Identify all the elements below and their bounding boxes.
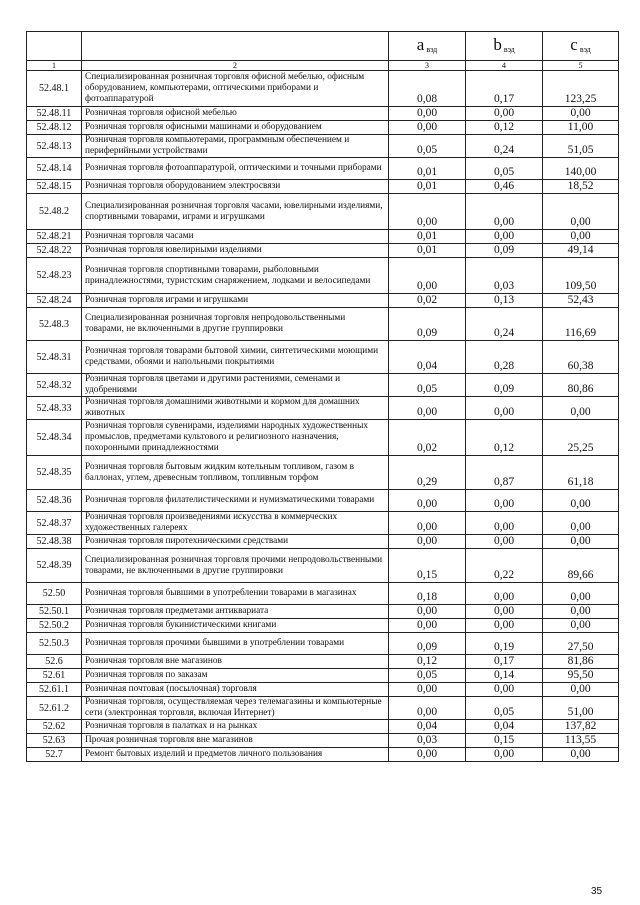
c-value-cell: 89,66 [543, 549, 619, 583]
a-value-cell: 0,00 [389, 397, 466, 420]
b-value-cell: 0,04 [466, 720, 543, 734]
c-value-cell: 51,00 [543, 697, 619, 720]
okved-code-cell: 52.48.11 [27, 107, 82, 121]
b-value-cell: 0,46 [466, 180, 543, 194]
header-row [27, 32, 619, 61]
a-value-cell: 0,18 [389, 583, 466, 605]
b-value-cell: 0,00 [466, 748, 543, 762]
c-value-cell: 52,43 [543, 294, 619, 308]
table-row [27, 420, 619, 456]
coefficients-table-sheet [26, 31, 618, 762]
b-value-cell: 0,12 [466, 420, 543, 456]
b-value-cell: 0,00 [466, 397, 543, 420]
table-row [27, 374, 619, 397]
table-row [27, 121, 619, 135]
okved-code-cell: 52.48.12 [27, 121, 82, 135]
activity-name-cell: Розничная торговля ювелирными изделиями [82, 244, 389, 258]
okved-code-cell: 52.48.14 [27, 158, 82, 180]
header-c-subscript: вэд [579, 45, 591, 54]
activity-name-cell: Розничная торговля играми и игрушками [82, 294, 389, 308]
a-value-cell: 0,05 [389, 135, 466, 158]
a-value-cell: 0,05 [389, 374, 466, 397]
column-number: 3 [389, 61, 466, 71]
a-value-cell: 0,05 [389, 669, 466, 683]
okved-code-cell: 52.48.24 [27, 294, 82, 308]
c-value-cell: 0,00 [543, 605, 619, 619]
okved-code-cell: 52.48.35 [27, 456, 82, 490]
c-value-cell: 18,52 [543, 180, 619, 194]
b-value-cell: 0,00 [466, 107, 543, 121]
table-row [27, 535, 619, 549]
okved-code-cell: 52.48.37 [27, 512, 82, 535]
c-value-cell: 81,86 [543, 655, 619, 669]
okved-code-cell: 52.48.31 [27, 341, 82, 374]
okved-code-cell: 52.61.2 [27, 697, 82, 720]
activity-name-cell: Розничная торговля, осуществляемая через телемагазины и компьютерные сети (электронная торговля, включая Интернет) [82, 697, 389, 720]
table-row [27, 258, 619, 294]
c-value-cell: 11,00 [543, 121, 619, 135]
b-value-cell: 0,05 [466, 158, 543, 180]
okved-code-cell: 52.48.34 [27, 420, 82, 456]
b-value-cell: 0,28 [466, 341, 543, 374]
a-value-cell: 0,01 [389, 158, 466, 180]
c-value-cell: 109,50 [543, 258, 619, 294]
a-value-cell: 0,00 [389, 490, 466, 512]
a-value-cell: 0,00 [389, 683, 466, 697]
b-value-cell: 0,00 [466, 194, 543, 230]
table-row [27, 655, 619, 669]
activity-name-cell: Розничная торговля по заказам [82, 669, 389, 683]
c-value-cell: 123,25 [543, 71, 619, 107]
b-value-cell: 0,00 [466, 535, 543, 549]
table-row [27, 158, 619, 180]
header-b-cell [466, 32, 543, 61]
a-value-cell: 0,00 [389, 121, 466, 135]
table-row [27, 734, 619, 748]
table-row [27, 135, 619, 158]
okved-code-cell: 52.48.32 [27, 374, 82, 397]
okved-code-cell: 52.50.2 [27, 619, 82, 633]
header-b-label: b [493, 35, 502, 54]
b-value-cell: 0,24 [466, 135, 543, 158]
activity-name-cell: Розничная торговля оборудованием электросвязи [82, 180, 389, 194]
activity-name-cell: Розничная торговля спортивными товарами, рыболовными принадлежностями, туристским снаряжением, лодками и велосипедами [82, 258, 389, 294]
b-value-cell: 0,13 [466, 294, 543, 308]
okved-code-cell: 52.48.39 [27, 549, 82, 583]
activity-name-cell: Розничная торговля часами [82, 230, 389, 244]
okved-code-cell: 52.50.1 [27, 605, 82, 619]
header-a-cell [389, 32, 466, 61]
column-number: 5 [543, 61, 619, 71]
table-row [27, 748, 619, 762]
activity-name-cell: Розничная торговля офисными машинами и оборудованием [82, 121, 389, 135]
activity-name-cell: Розничная торговля бывшими в употреблении товарами в магазинах [82, 583, 389, 605]
table-row [27, 107, 619, 121]
a-value-cell: 0,03 [389, 734, 466, 748]
b-value-cell: 0,12 [466, 121, 543, 135]
header-b-subscript: вэд [503, 45, 515, 54]
a-value-cell: 0,01 [389, 244, 466, 258]
a-value-cell: 0,09 [389, 633, 466, 655]
c-value-cell: 0,00 [543, 583, 619, 605]
b-value-cell: 0,05 [466, 697, 543, 720]
activity-name-cell: Розничная торговля фотоаппаратурой, оптическими и точными приборами [82, 158, 389, 180]
a-value-cell: 0,02 [389, 294, 466, 308]
okved-code-cell: 52.48.38 [27, 535, 82, 549]
c-value-cell: 61,18 [543, 456, 619, 490]
c-value-cell: 0,00 [543, 683, 619, 697]
activity-name-cell: Розничная торговля пиротехническими средствами [82, 535, 389, 549]
c-value-cell: 51,05 [543, 135, 619, 158]
table-row [27, 669, 619, 683]
okved-code-cell: 52.48.22 [27, 244, 82, 258]
table-row [27, 244, 619, 258]
table-row [27, 341, 619, 374]
okved-code-cell: 52.50 [27, 583, 82, 605]
b-value-cell: 0,14 [466, 669, 543, 683]
c-value-cell: 0,00 [543, 490, 619, 512]
a-value-cell: 0,00 [389, 194, 466, 230]
b-value-cell: 0,87 [466, 456, 543, 490]
table-row [27, 512, 619, 535]
c-value-cell: 49,14 [543, 244, 619, 258]
header-name-cell [82, 32, 389, 61]
table-row [27, 71, 619, 107]
a-value-cell: 0,00 [389, 512, 466, 535]
table-row [27, 619, 619, 633]
c-value-cell: 95,50 [543, 669, 619, 683]
activity-name-cell: Розничная торговля филателистическими и нумизматическими товарами [82, 490, 389, 512]
column-number: 1 [27, 61, 82, 71]
okved-code-cell: 52.48.15 [27, 180, 82, 194]
activity-name-cell: Розничная торговля предметами антиквариата [82, 605, 389, 619]
c-value-cell: 25,25 [543, 420, 619, 456]
okved-code-cell: 52.63 [27, 734, 82, 748]
okved-code-cell: 52.48.33 [27, 397, 82, 420]
okved-code-cell: 52.48.23 [27, 258, 82, 294]
b-value-cell: 0,17 [466, 71, 543, 107]
table-row [27, 720, 619, 734]
table-row [27, 583, 619, 605]
activity-name-cell: Ремонт бытовых изделий и предметов личного пользования [82, 748, 389, 762]
activity-name-cell: Прочая розничная торговля вне магазинов [82, 734, 389, 748]
table-row [27, 294, 619, 308]
activity-name-cell: Розничная почтовая (посылочная) торговля [82, 683, 389, 697]
b-value-cell: 0,00 [466, 583, 543, 605]
activity-name-cell: Розничная торговля бытовым жидким котельным топливом, газом в баллонах, углем, древесным топливом, топливным торфом [82, 456, 389, 490]
table-row [27, 683, 619, 697]
table-row [27, 230, 619, 244]
table-row [27, 456, 619, 490]
activity-name-cell: Розничная торговля вне магазинов [82, 655, 389, 669]
b-value-cell: 0,09 [466, 374, 543, 397]
c-value-cell: 113,55 [543, 734, 619, 748]
a-value-cell: 0,15 [389, 549, 466, 583]
b-value-cell: 0,00 [466, 683, 543, 697]
b-value-cell: 0,15 [466, 734, 543, 748]
c-value-cell: 140,00 [543, 158, 619, 180]
table-row [27, 633, 619, 655]
activity-name-cell: Специализированная розничная торговля прочими непродовольственными товарами, не включенными в другие группировки [82, 549, 389, 583]
c-value-cell: 0,00 [543, 230, 619, 244]
a-value-cell: 0,00 [389, 258, 466, 294]
b-value-cell: 0,00 [466, 512, 543, 535]
column-number-row [27, 61, 619, 71]
b-value-cell: 0,19 [466, 633, 543, 655]
okved-code-cell: 52.62 [27, 720, 82, 734]
okved-code-cell: 52.48.2 [27, 194, 82, 230]
column-number: 4 [466, 61, 543, 71]
okved-code-cell: 52.50.3 [27, 633, 82, 655]
table-row [27, 490, 619, 512]
b-value-cell: 0,09 [466, 244, 543, 258]
c-value-cell: 0,00 [543, 619, 619, 633]
a-value-cell: 0,00 [389, 535, 466, 549]
activity-name-cell: Розничная торговля офисной мебелью [82, 107, 389, 121]
header-c-cell [543, 32, 619, 61]
c-value-cell: 116,69 [543, 308, 619, 341]
c-value-cell: 0,00 [543, 748, 619, 762]
c-value-cell: 80,86 [543, 374, 619, 397]
a-value-cell: 0,04 [389, 341, 466, 374]
header-c-label: c [570, 35, 578, 54]
a-value-cell: 0,00 [389, 619, 466, 633]
activity-name-cell: Специализированная розничная торговля офисной мебелью, офисным оборудованием, компьютерами, оптическими приборами и фотоаппаратурой [82, 71, 389, 107]
b-value-cell: 0,00 [466, 605, 543, 619]
b-value-cell: 0,00 [466, 230, 543, 244]
coefficients-table [26, 31, 619, 762]
activity-name-cell: Розничная торговля товарами бытовой химии, синтетическими моющими средствами, обоями и напольными покрытиями [82, 341, 389, 374]
a-value-cell: 0,02 [389, 420, 466, 456]
table-row [27, 697, 619, 720]
table-row [27, 397, 619, 420]
activity-name-cell: Специализированная розничная торговля часами, ювелирными изделиями, спортивными товарами, играми и игрушками [82, 194, 389, 230]
c-value-cell: 0,00 [543, 512, 619, 535]
page-number: 35 [591, 886, 603, 897]
okved-code-cell: 52.61 [27, 669, 82, 683]
table-row [27, 180, 619, 194]
activity-name-cell: Розничная торговля домашними животными и кормом для домашних животных [82, 397, 389, 420]
c-value-cell: 0,00 [543, 397, 619, 420]
okved-code-cell: 52.48.21 [27, 230, 82, 244]
a-value-cell: 0,01 [389, 230, 466, 244]
okved-code-cell: 52.7 [27, 748, 82, 762]
c-value-cell: 60,38 [543, 341, 619, 374]
table-row [27, 194, 619, 230]
b-value-cell: 0,00 [466, 490, 543, 512]
column-number: 2 [82, 61, 389, 71]
a-value-cell: 0,00 [389, 605, 466, 619]
a-value-cell: 0,00 [389, 107, 466, 121]
b-value-cell: 0,22 [466, 549, 543, 583]
c-value-cell: 0,00 [543, 535, 619, 549]
table-body [27, 71, 619, 762]
okved-code-cell: 52.48.3 [27, 308, 82, 341]
activity-name-cell: Розничная торговля цветами и другими растениями, семенами и удобрениями [82, 374, 389, 397]
okved-code-cell: 52.61.1 [27, 683, 82, 697]
b-value-cell: 0,00 [466, 619, 543, 633]
a-value-cell: 0,00 [389, 697, 466, 720]
c-value-cell: 0,00 [543, 107, 619, 121]
table-row [27, 549, 619, 583]
a-value-cell: 0,00 [389, 748, 466, 762]
header-code-cell [27, 32, 82, 61]
okved-code-cell: 52.48.13 [27, 135, 82, 158]
header-a-subscript: вэд [426, 45, 438, 54]
activity-name-cell: Розничная торговля сувенирами, изделиями народных художественных промыслов, предметами культового и религиозного назначения, похоронными принадлежностями [82, 420, 389, 456]
okved-code-cell: 52.6 [27, 655, 82, 669]
c-value-cell: 27,50 [543, 633, 619, 655]
activity-name-cell: Специализированная розничная торговля непродовольственными товарами, не включенными в другие группировки [82, 308, 389, 341]
activity-name-cell: Розничная торговля букинистическими книгами [82, 619, 389, 633]
activity-name-cell: Розничная торговля компьютерами, программным обеспечением и периферийными устройствами [82, 135, 389, 158]
okved-code-cell: 52.48.1 [27, 71, 82, 107]
table-row [27, 308, 619, 341]
a-value-cell: 0,04 [389, 720, 466, 734]
a-value-cell: 0,09 [389, 308, 466, 341]
c-value-cell: 0,00 [543, 194, 619, 230]
okved-code-cell: 52.48.36 [27, 490, 82, 512]
b-value-cell: 0,24 [466, 308, 543, 341]
b-value-cell: 0,03 [466, 258, 543, 294]
a-value-cell: 0,29 [389, 456, 466, 490]
activity-name-cell: Розничная торговля прочими бывшими в употреблении товарами [82, 633, 389, 655]
table-row [27, 605, 619, 619]
a-value-cell: 0,08 [389, 71, 466, 107]
activity-name-cell: Розничная торговля в палатках и на рынках [82, 720, 389, 734]
a-value-cell: 0,01 [389, 180, 466, 194]
header-a-label: a [416, 35, 425, 54]
a-value-cell: 0,12 [389, 655, 466, 669]
activity-name-cell: Розничная торговля произведениями искусства в коммерческих художественных галереях [82, 512, 389, 535]
b-value-cell: 0,17 [466, 655, 543, 669]
c-value-cell: 137,82 [543, 720, 619, 734]
